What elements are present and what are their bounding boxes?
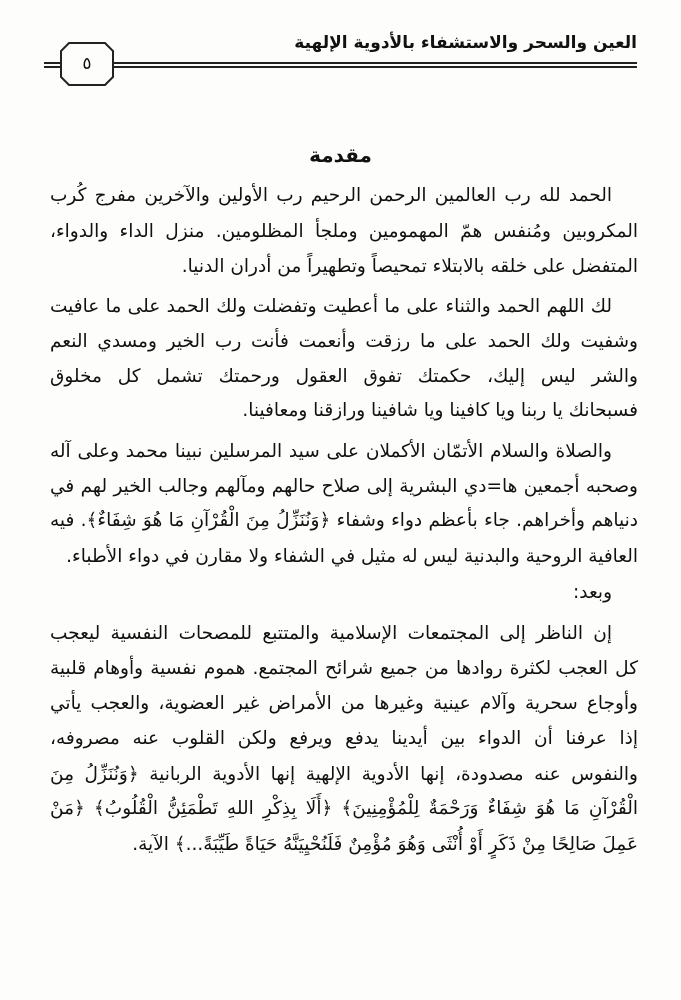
text-line: إن الناظر إلى المجتمعات الإسلامية والمتتبع للمصحات النفسية ليعجب [50,623,612,644]
text-line: فسبحانك يا ربنا ويا كافينا ويا شافينا ورازقنا ومعافينا. [242,400,638,421]
text-line: وأوجاع سحرية وآلام عينية وغيرها من الأمراض غير العضوية، والعجب يأتي [50,693,638,714]
running-title: العين والسحر والاستشفاء بالأدوية الإلهية [294,33,637,53]
text-line: وصحبه أجمعين ها=دي البشرية إلى صلاح حالهم ومآلهم وجالب الخير لهم في [50,476,638,497]
header-rule-left [44,62,61,68]
text-line: المكروبين ومُنفس همّ المهمومين وملجأ المظلومين. منزل الداء والدواء، [50,221,638,242]
page-number: ٥ [82,54,92,74]
text-line: المتفضل على خلقه بالابتلاء تمحيصاً وتطهيراً من أدران الدنيا. [181,256,638,277]
text-line: الْقُرْآنِ مَا هُوَ شِفَاءٌ وَرَحْمَةٌ لِلْمُؤْمِنِينَ﴾ ﴿أَلَا بِذِكْرِ اللهِ تَطْمَئِنُّ الْقُلُوبُ﴾ ﴿مَنْ [50,798,638,819]
text-line: عَمِلَ صَالِحًا مِنْ ذَكَرٍ أَوْ أُنْثَى وَهُوَ مُؤْمِنٌ فَلَنُحْيِيَنَّهُ حَيَاةً طَيِّبَةً...﴾ الآية. [132,834,638,855]
text-line: وشفيت ولك الحمد على ما رزقت وأنعمت فأنت رب الخير ومسدي النعم [50,331,638,352]
text-line: الحمد لله رب العالمين الرحمن الرحيم رب الأولين والآخرين مفرج كُرب [50,185,612,206]
text-line: والنفوس عنه مصدودة، إنها الأدوية الإلهية إنها الأدوية الربانية ﴿وَنُنَزِّلُ مِنَ [50,764,638,785]
section-heading: مقدمة [309,143,372,167]
header-rule [114,62,637,68]
text-line: لك اللهم الحمد والثناء على ما أعطيت وتفضلت ولك الحمد على ما عافيت [50,296,612,317]
text-line: إذا عرفنا أن الدواء بين أيدينا يدفع ويرفع ولكن القلوب عنه مصروفه، [50,728,638,749]
text-line: العافية الروحية والبدنية ليس له مثيل في الشفاء ولا مقارن في دواء الأطباء. [66,546,638,567]
text-line: والصلاة والسلام الأتمّان الأكملان على سيد المرسلين نبينا محمد وعلى آله [50,441,612,462]
text-line: وبعد: [573,582,612,603]
text-line: والشر ليس إليك، حكمتك تفوق العقول ورحمتك تشمل كل مخلوق [50,366,638,387]
page-number-frame [60,42,114,86]
text-line: كل العجب لكثرة روادها من جميع شرائح المجتمع. هموم نفسية وأوهام قلبية [50,658,638,679]
text-line: دنياهم وأخراهم. جاء بأعظم دواء وشفاء ﴿وَنُنَزِّلُ مِنَ الْقُرْآنِ مَا هُوَ شِفَاءٌ﴾. فيه [50,510,638,531]
